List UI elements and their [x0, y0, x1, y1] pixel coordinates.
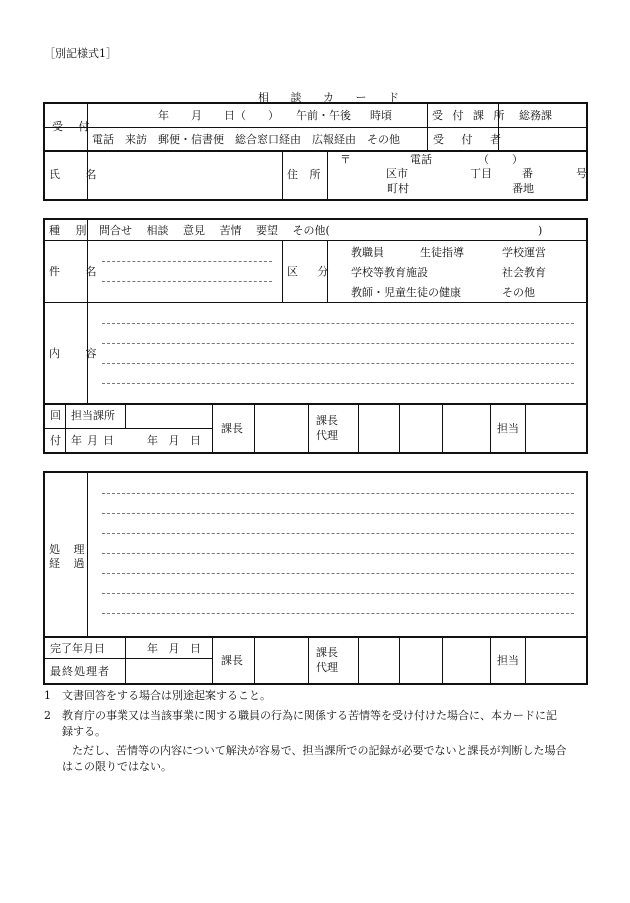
division-guidance: 生徒指導 — [420, 246, 464, 259]
note-3-line-2: はこの限りではない。 — [62, 760, 172, 773]
receiving-office-value: 総務課 — [519, 109, 552, 122]
division-other: その他 — [502, 286, 535, 299]
staff-label-2: 担当 — [497, 654, 519, 667]
banchi: 番地 — [512, 182, 534, 195]
chome: 丁目 — [470, 167, 492, 180]
deputy-label-1: 課長 — [316, 414, 338, 427]
deputy-label-2: 代理 — [316, 429, 338, 442]
circulation-char-2: 付 — [50, 434, 61, 447]
staff-label: 担当 — [497, 422, 519, 435]
note-2-line-1: 2 教育庁の事業又は当該事業に関する職員の行為に関係する苦情等を受け付けた場合に、本カードに記 — [44, 709, 557, 722]
chief-label-2: 課長 — [221, 654, 243, 667]
reception-methods: 電話 来訪 郵便・信書便 総合窓口経由 広報経由 その他 — [92, 133, 400, 146]
content-label: 内 容 — [49, 347, 108, 360]
go: 号 — [576, 167, 587, 180]
division-facilities: 学校等教育施設 — [351, 266, 428, 279]
note-3-line-1: ただし、苦情等の内容について解決が容易で、担当課所での記録が必要でないと課長が判断した場合 — [72, 744, 567, 757]
town-village: 町村 — [387, 182, 409, 195]
completion-date-label: 完了年月日 — [50, 642, 105, 655]
division-health: 教師・児童生徒の健康 — [351, 286, 461, 299]
date-value: 年 月 日 — [147, 434, 201, 447]
reception-label: 受 付 — [52, 120, 96, 133]
reception-date: 年 月 日（ ） — [158, 109, 279, 122]
address-label: 住 所 — [287, 168, 325, 181]
chief-label: 課長 — [221, 422, 243, 435]
category-options: 問合せ 相談 意見 苦情 要望 その他( — [99, 224, 330, 237]
phone-parens: （ ） — [478, 153, 529, 166]
deputy-label-3: 課長 — [316, 646, 338, 659]
division-social-education: 社会教育 — [502, 266, 546, 279]
responsible-office-label: 担当課所 — [71, 409, 115, 422]
deputy-label-4: 代理 — [316, 661, 338, 674]
completion-date-value: 年 月 日 — [147, 642, 201, 655]
form-title: 相 談 カ ー ド — [258, 91, 408, 104]
time-hour: 時頃 — [370, 109, 392, 122]
division-label: 区 分 — [287, 265, 337, 278]
receiving-office-label: 受 付 課 所 — [432, 109, 508, 122]
ward-city: 区市 — [386, 167, 408, 180]
ban: 番 — [522, 167, 533, 180]
postal-mark: 〒 — [340, 153, 351, 166]
note-1: 1 文書回答をする場合は別途起案すること。 — [44, 689, 271, 702]
name-label: 氏 名 — [49, 168, 108, 181]
am-pm: 午前・午後 — [296, 109, 351, 122]
category-close-paren: ) — [538, 224, 543, 237]
note-2-line-2: 録する。 — [62, 725, 106, 738]
date-label: 年月日 — [71, 434, 119, 447]
final-processor-label: 最終処理者 — [50, 665, 110, 678]
process-label-2: 経 過 — [49, 557, 90, 570]
subject-label: 件 名 — [49, 265, 108, 278]
form-number: ［別記様式1］ — [44, 47, 117, 60]
phone-label: 電話 — [410, 153, 432, 166]
division-management: 学校運営 — [502, 246, 546, 259]
division-staff: 教職員 — [351, 246, 384, 259]
receiver-label: 受 付 者 — [433, 133, 508, 146]
process-label-1: 処 理 — [49, 543, 90, 556]
circulation-char-1: 回 — [50, 409, 61, 422]
category-label: 種 別 — [49, 224, 93, 237]
